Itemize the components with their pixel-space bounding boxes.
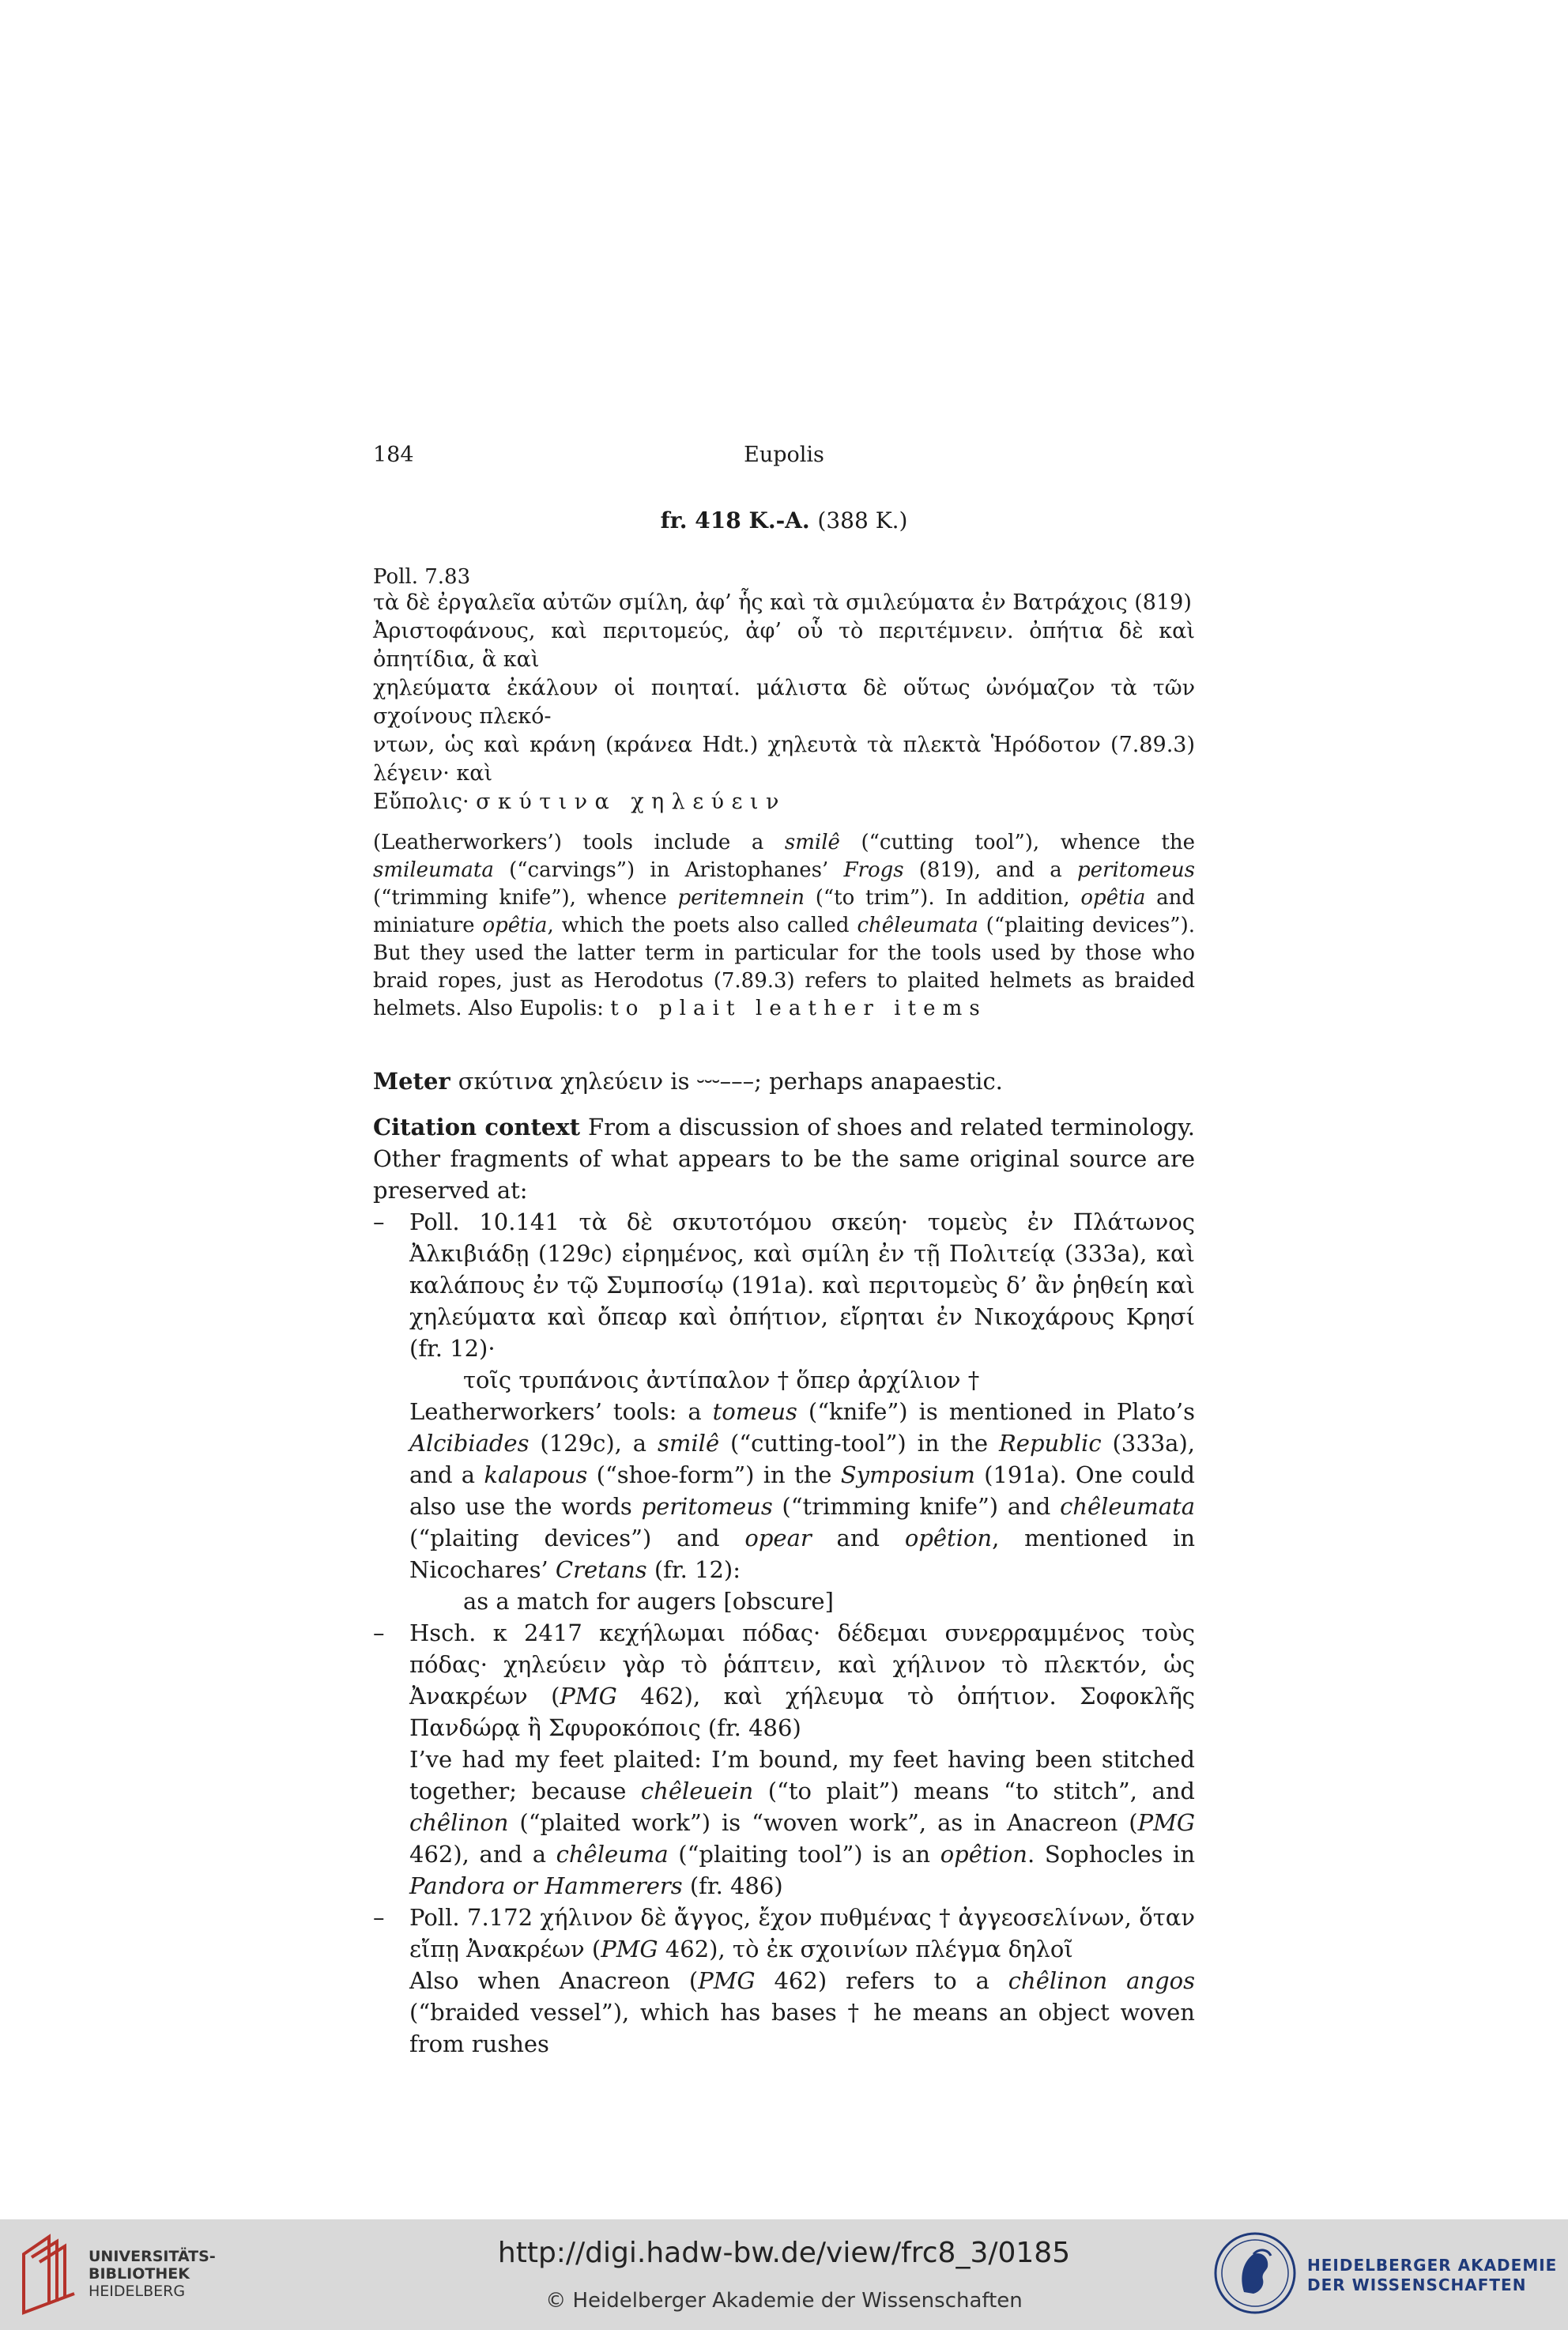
citation-greek-verse: τοῖς τρυπάνοις ἀντίπαλον † ὅπερ ἀρχίλιον †: [463, 1367, 980, 1393]
citation-text: From a discussion of shoes and related terminology. Other fragments of what appears to be the same original source are preserved at:: [373, 1114, 1195, 1204]
fragment-number: fr. 418 K.-A.: [660, 507, 810, 533]
citation-label: Citation context: [373, 1114, 580, 1140]
citation-item: [373, 1902, 1195, 2060]
library-name: UNIVERSITÄTS- BIBLIOTHEK HEIDELBERG: [89, 2248, 216, 2300]
fragment-text-english: to plait leather items: [610, 997, 987, 1020]
page-content: [373, 443, 1195, 2060]
fragment-alt-number: (388 K.): [817, 507, 908, 533]
list-dash: –: [373, 1904, 385, 1931]
citation-translation: I’ve had my feet plaited: I’m bound, my feet having been stitched together; because chêleuein (“to plait”) means “to stitch”, and chêlinon (“plaited work”) is “woven work”, as in Anacreon (PMG 462), and a chêleuma (“plaiting tool”) is an opêtion. Sophocles in Pandora or Hammerers (fr. 486): [409, 1746, 1196, 1899]
citation-english-verse: as a match for augers [obscure]: [463, 1588, 834, 1615]
greek-line: χηλεύματα ἐκάλουν οἱ ποιηταί. μάλιστα δὲ οὕτως ὠνόμαζον τὰ τῶν σχοίνους πλεκό-: [373, 676, 1195, 729]
citation-greek: Hsch. κ 2417 κεχήλωμαι πόδας· δέδεμαι συνερραμμένος τοὺς πόδας· χηλεύειν γὰρ τὸ ῥάπτειν, καὶ χήλινον τὸ πλεκτόν, ὡς Ἀνακρέων (PMG 462), καὶ χήλευμα τὸ ὀπήτιον. Σοφοκλῆς Πανδώρᾳ ἢ Σφυροκόποις (fr. 486): [409, 1619, 1195, 1741]
academy-name: HEIDELBERGER AKADEMIE DER WISSENSCHAFTEN: [1307, 2256, 1558, 2294]
list-dash: –: [373, 1208, 385, 1235]
running-head: [373, 443, 1195, 474]
citation-translation: Leatherworkers’ tools: a tomeus (“knife”) is mentioned in Plato’s Alcibiades (129c), a smilê (“cutting-tool”) in the Republic (333a), and a kalapous (“shoe-form”) in the Symposium (191a). One could also use the words peritomeus (“trimming knife”) and chêleumata (“plaiting devices”) and opear and opêtion, mentioned in Nicochares’ Cretans (fr. 12):: [409, 1398, 1195, 1583]
academy-seal-icon: [1212, 2230, 1298, 2316]
source-reference: Poll. 7.83: [373, 565, 471, 589]
fragment-title: [373, 507, 1195, 533]
source-greek-text: [373, 589, 1195, 816]
page-number: 184: [373, 443, 414, 467]
meter-section: [373, 1065, 1195, 1097]
citation-item: [373, 1617, 1195, 1902]
citation-greek: Poll. 7.172 χήλινον δὲ ἄγγος, ἔχον πυθμένας † ἀγγεοσελίνων, ὅταν εἴπῃ Ἀνακρέων (PMG 462), τὸ ἐκ σχοινίων πλέγμα δηλοῖ: [409, 1904, 1195, 1962]
source-url-link[interactable]: http://digi.hadw-bw.de/view/frc8_3/0185: [497, 2237, 1071, 2269]
meter-label: Meter: [373, 1068, 450, 1095]
running-title: Eupolis: [744, 443, 824, 467]
citation-translation: Also when Anacreon (PMG 462) refers to a chêlinon angos (“braided vessel”), which has bases † he means an object woven from rushes: [409, 1967, 1195, 2057]
fragment-text-greek: σκύτινα χηλεύειν: [476, 790, 786, 814]
footer-bar: [0, 2219, 1568, 2330]
citation-greek: Poll. 10.141 τὰ δὲ σκυτοτόμου σκεύη· τομεὺς ἐν Πλάτωνος Ἀλκιβιάδῃ (129c) εἰρημένος, καὶ σμίλη ἐν τῇ Πολιτείᾳ (333a), καὶ καλάπους ἐν τῷ Συμποσίῳ (191a). καὶ περιτομεὺς δ’ ἂν ῥηθείη καὶ χηλεύματα καὶ ὄπεαρ καὶ ὀπήτιον, εἴρηται ἐν Νικοχάρους Κρησί (fr. 12)·: [409, 1208, 1195, 1362]
citation-context-section: [373, 1111, 1195, 1206]
list-dash: –: [373, 1619, 385, 1646]
greek-line-prefix: Εὔπολις·: [373, 790, 469, 814]
citation-item: [373, 1206, 1195, 1617]
greek-line: [373, 788, 1195, 816]
copyright-notice: © Heidelberger Akademie der Wissenschaften: [545, 2289, 1023, 2313]
greek-line: ντων, ὡς καὶ κράνη (κράνεα Hdt.) χηλευτὰ τὰ πλεκτὰ Ἡρόδοτον (7.89.3) λέγειν· καὶ: [373, 733, 1195, 786]
source-translation: (Leatherworkers’) tools include a smilê (“cutting tool”), whence the smileumata (“carvings”) in Aristophanes’ Frogs (819), and a peritomeus (“trimming knife”), whence peritemnein (“to trim”). In addition, opêtia and miniature opêtia, which the poets also called chêleumata (“plaiting devices”). But they used the latter term in particular for the tools used by those who braid ropes, just as Herodotus (7.89.3) refers to plaited helmets as braided helmets. Also Eupolis: to plait leather items: [373, 831, 1196, 1020]
greek-line: Ἀριστοφάνους, καὶ περιτομεύς, ἀφ’ οὗ τὸ περιτέμνειν. ὀπήτια δὲ καὶ ὀπητίδια, ἃ καὶ: [373, 619, 1195, 672]
meter-text: σκύτινα χηλεύειν is ⏑⏑⏑–––; perhaps anapaestic.: [458, 1068, 1003, 1095]
greek-line: τὰ δὲ ἐργαλεῖα αὐτῶν σμίλη, ἀφ’ ἧς καὶ τὰ σμιλεύματα ἐν Βατράχοις (819): [373, 590, 1192, 615]
